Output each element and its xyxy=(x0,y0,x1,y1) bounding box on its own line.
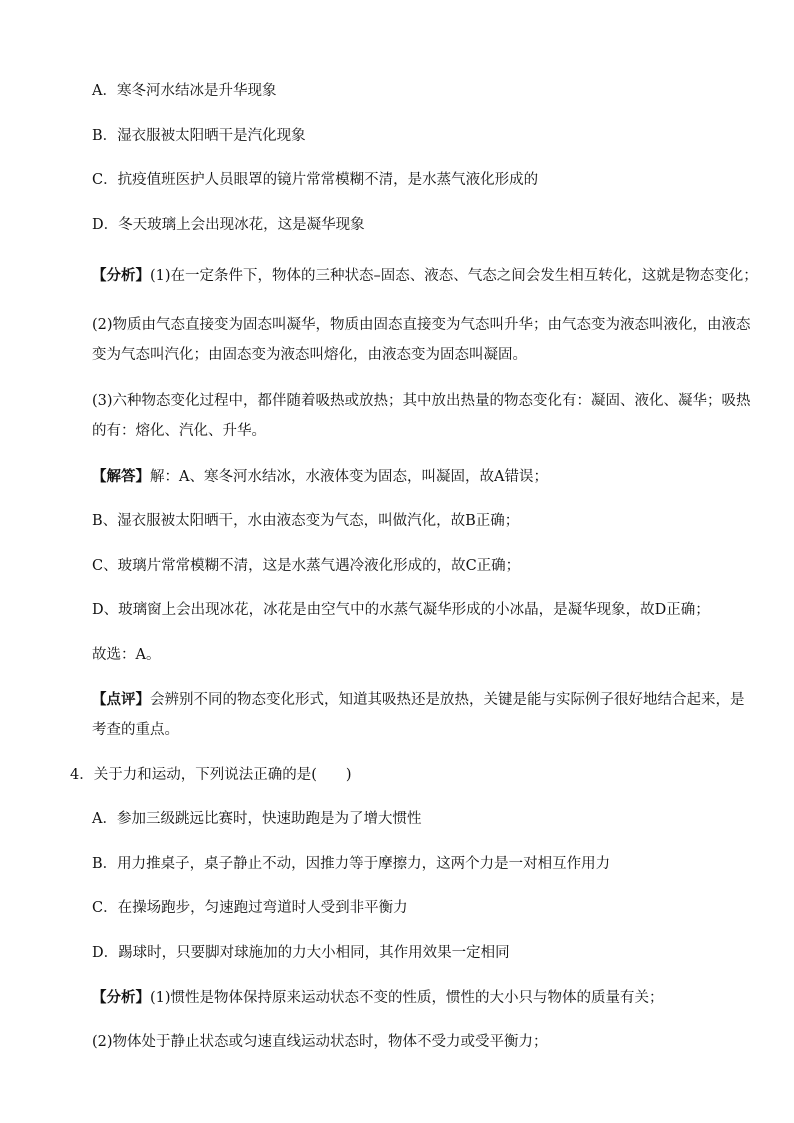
q3-analysis-line-1 xyxy=(92,266,758,286)
q3-option-d: D．冬天玻璃上会出现冰花，这是凝华现象 xyxy=(92,217,365,233)
comment-tag: 【点评】 xyxy=(92,691,150,708)
q3-analysis-line-5: 的有：熔化、汽化、升华。 xyxy=(92,423,266,439)
q4-analysis-line-2: (2)物体处于静止状态或匀速直线运动状态时，物体不受力或受平衡力； xyxy=(92,1034,548,1050)
analysis-text: (1)惯性是物体保持原来运动状态不变的性质，惯性的大小只与物体的质量有关； xyxy=(150,990,664,1006)
q4-option-d: D．踢球时，只要脚对球施加的力大小相同，其作用效果一定相同 xyxy=(92,945,510,961)
q3-solution-line-1 xyxy=(92,467,548,487)
q3-option-b: B．湿衣服被太阳晒干是汽化现象 xyxy=(92,128,306,144)
q3-comment-line-1 xyxy=(92,690,745,710)
q4-option-a: A．参加三级跳远比赛时，快速助跑是为了增大惯性 xyxy=(92,811,422,827)
q3-analysis-line-3: 变为气态叫汽化；由固态变为液态叫熔化，由液态变为固态叫凝固。 xyxy=(92,347,527,363)
solution-text: 解：A、寒冬河水结冰，水液体变为固态，叫凝固，故A错误； xyxy=(150,469,548,485)
analysis-text: (1)在一定条件下，物体的三种状态–固态、液态、气态之间会发生相互转化，这就是物态变化； xyxy=(150,268,758,284)
q4-analysis-line-1 xyxy=(92,988,664,1008)
q3-comment-line-2: 考查的重点。 xyxy=(92,722,179,738)
q3-option-a: A．寒冬河水结冰是升华现象 xyxy=(92,83,277,99)
analysis-tag: 【分析】 xyxy=(92,989,150,1006)
solution-tag: 【解答】 xyxy=(92,468,150,485)
q3-analysis-line-2: (2)物质由气态直接变为固态叫凝华，物质由固态直接变为气态叫升华；由气态变为液态叫液化，由液态 xyxy=(92,317,751,333)
q3-solution-line-4: D、玻璃窗上会出现冰花，冰花是由空气中的水蒸气凝华形成的小冰晶，是凝华现象，故D正确； xyxy=(92,602,710,618)
q3-solution-line-5: 故选：A。 xyxy=(92,647,161,663)
q3-solution-line-3: C、玻璃片常常模糊不清，这是水蒸气遇冷液化形成的，故C正确； xyxy=(92,558,521,574)
q4-option-c: C．在操场跑步，匀速跑过弯道时人受到非平衡力 xyxy=(92,900,408,916)
comment-text: 会辨别不同的物态变化形式，知道其吸热还是放热，关键是能与实际例子很好地结合起来，是 xyxy=(150,692,745,708)
q4-stem: 4．关于力和运动，下列说法正确的是( ) xyxy=(70,767,352,783)
q3-solution-line-2: B、湿衣服被太阳晒干，水由液态变为气态，叫做汽化，故B正确； xyxy=(92,513,520,529)
analysis-tag: 【分析】 xyxy=(92,267,150,284)
q4-option-b: B．用力推桌子，桌子静止不动，因推力等于摩擦力，这两个力是一对相互作用力 xyxy=(92,856,611,872)
q3-analysis-line-4: (3)六种物态变化过程中，都伴随着吸热或放热；其中放出热量的物态变化有：凝固、液化、凝华；吸热 xyxy=(92,393,751,409)
q3-option-c: C．抗疫值班医护人员眼罩的镜片常常模糊不清，是水蒸气液化形成的 xyxy=(92,172,539,188)
